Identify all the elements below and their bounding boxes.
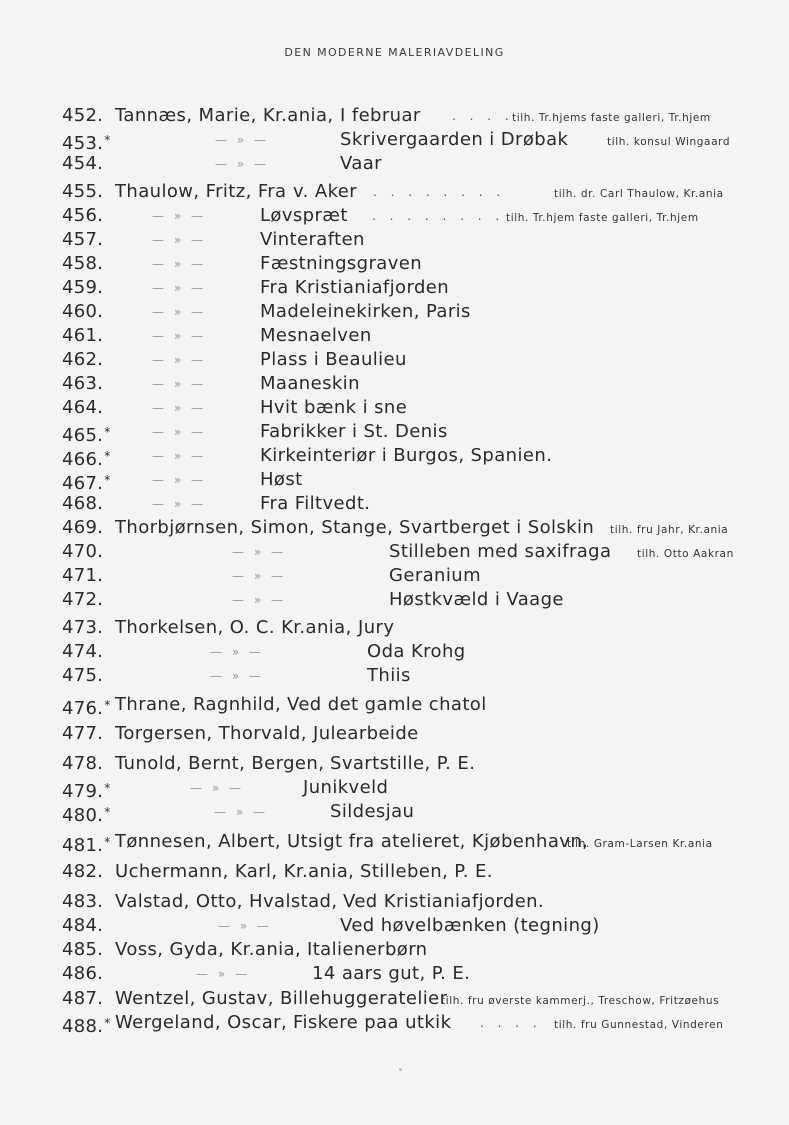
entry-number-text: 486. (62, 963, 104, 984)
catalog-entry (0, 776, 789, 800)
catalog-entry (0, 987, 789, 1011)
entry-number (62, 300, 103, 324)
asterisk-mark: * (104, 1016, 111, 1030)
artist-name: Voss, Gyda, Kr.ania, (115, 939, 302, 960)
artist-name: Thrane, Ragnhild, (115, 694, 282, 715)
ditto-mark: — » — (232, 593, 286, 607)
catalog-entry (0, 492, 789, 516)
catalog-entry (0, 962, 789, 986)
entry-number (62, 938, 103, 962)
entry-number-text: 453. (62, 133, 104, 154)
owner-note: tilh. fru Gunnestad, Vinderen (554, 1019, 724, 1031)
page-header: DEN MODERNE MALERIAVDELING (284, 46, 505, 59)
artwork-title: Stilleben, P. E. (360, 861, 493, 882)
ditto-mark: — » — (152, 281, 206, 295)
artwork-title: Løvspræt (260, 205, 348, 226)
artwork-title: Fæstningsgraven (260, 253, 423, 274)
entry-number (62, 152, 103, 176)
catalog-entry (0, 180, 789, 204)
entry-number-text: 461. (62, 325, 104, 346)
artwork-title: Vaar (340, 153, 382, 174)
entry-number-text: 473. (62, 617, 104, 638)
entry-number (62, 664, 103, 688)
catalog-entry (0, 104, 789, 128)
artwork-title: Svartberget i Solskin (399, 517, 595, 538)
artist-name: Tannæs, Marie, Kr.ania, (115, 105, 334, 126)
entry-number-text: 487. (62, 988, 104, 1009)
entry-number (62, 516, 103, 540)
paper-speck (399, 1068, 402, 1071)
entry-number-text: 454. (62, 153, 104, 174)
entry-number (62, 752, 103, 776)
artwork-title: Fabrikker i St. Denis (260, 421, 448, 442)
artwork-title: Sildesjau (330, 801, 415, 822)
owner-note: tilh. Otto Aakran (637, 548, 734, 560)
artwork-title: Oda Krohg (367, 641, 466, 662)
catalog-entry (0, 348, 789, 372)
catalog-entry (0, 722, 789, 746)
entry-number (62, 564, 103, 588)
ditto-mark: — » — (215, 133, 269, 147)
ditto-mark: — » — (210, 645, 264, 659)
ditto-mark: — » — (215, 157, 269, 171)
artwork-title: Høst (260, 469, 303, 490)
catalog-entry (0, 938, 789, 962)
artwork-title: Junikveld (303, 777, 389, 798)
ditto-mark: — » — (218, 919, 272, 933)
artist-name: Thaulow, Fritz, Fra (115, 181, 287, 202)
ditto-mark: — » — (190, 781, 244, 795)
catalog-entry (0, 396, 789, 420)
ditto-mark: — » — (152, 449, 206, 463)
owner-note: tilh. dr. Carl Thaulow, Kr.ania (554, 188, 724, 200)
ditto-mark: — » — (232, 545, 286, 559)
artwork-title: Ved det gamle chatol (287, 694, 487, 715)
entry-number-text: 479. (62, 781, 104, 802)
catalog-entry (0, 540, 789, 564)
entry-number-text: 462. (62, 349, 104, 370)
entry-number (62, 722, 103, 746)
catalog-entry (0, 640, 789, 664)
artwork-title: Stilleben med saxifraga (389, 541, 612, 562)
asterisk-mark: * (104, 835, 111, 849)
entry-number (62, 962, 103, 986)
entry-number (62, 616, 103, 640)
catalog-entry (0, 300, 789, 324)
catalog-entry (0, 860, 789, 884)
entry-number (62, 640, 103, 664)
entry-number-text: 457. (62, 229, 104, 250)
entry-number-text: 475. (62, 665, 104, 686)
ditto-mark: — » — (152, 329, 206, 343)
entry-number (62, 324, 103, 348)
ditto-mark: — » — (152, 233, 206, 247)
artwork-title: Billehuggeratelier (280, 988, 448, 1009)
artist-name: Wentzel, Gustav, (115, 988, 274, 1009)
catalog-entry (0, 420, 789, 444)
entry-number-text: 485. (62, 939, 104, 960)
entry-number-text: 482. (62, 861, 104, 882)
ditto-mark: — » — (214, 805, 268, 819)
leader-dots: . . . . (452, 109, 514, 123)
artwork-title: Ved høvelbænken (tegning) (340, 915, 600, 936)
artwork-title: Fiskere paa utkik (293, 1012, 452, 1033)
entry-number-text: 488. (62, 1016, 104, 1037)
artwork-title: Jury (358, 617, 395, 638)
entry-number (62, 890, 103, 914)
ditto-mark: — » — (152, 305, 206, 319)
entry-number-text: 478. (62, 753, 104, 774)
entry-number (62, 914, 103, 938)
asterisk-mark: * (104, 425, 111, 439)
ditto-mark: — » — (152, 257, 206, 271)
entry-number-text: 477. (62, 723, 104, 744)
ditto-mark: — » — (152, 209, 206, 223)
artist-name: Thorkelsen, O. C. Kr.ania, (115, 617, 352, 638)
entry-number (62, 588, 103, 612)
artwork-title: Thiis (367, 665, 411, 686)
entry-number (62, 693, 111, 721)
artwork-title: Julearbeide (313, 723, 419, 744)
artwork-title: Svartstille, P. E. (330, 753, 476, 774)
asterisk-mark: * (104, 805, 111, 819)
ditto-mark: — » — (152, 425, 206, 439)
entry-number (62, 228, 103, 252)
artwork-title: Geranium (389, 565, 482, 586)
asterisk-mark: * (104, 449, 111, 463)
asterisk-mark: * (104, 133, 111, 147)
artwork-title: Fra Kristianiafjorden (260, 277, 450, 298)
entry-number-text: 455. (62, 181, 104, 202)
catalog-entry (0, 228, 789, 252)
catalog-entry (0, 914, 789, 938)
catalog-entry (0, 276, 789, 300)
leader-dots: . . . . . . . . (372, 209, 505, 223)
artist-name: Tunold, Bernt, Bergen, (115, 753, 325, 774)
artwork-title: Plass i Beaulieu (260, 349, 407, 370)
entry-number (62, 830, 111, 858)
catalog-entry (0, 324, 789, 348)
owner-note: tilh. fru Jahr, Kr.ania (610, 524, 729, 536)
artist-name: Thorbjørnsen, Simon, Stange, (115, 517, 394, 538)
entry-number-text: 484. (62, 915, 104, 936)
entry-number-text: 463. (62, 373, 104, 394)
artwork-title: Høstkvæld i Vaage (389, 589, 564, 610)
catalog-entry (0, 152, 789, 176)
artwork-title: 14 aars gut, P. E. (312, 963, 471, 984)
entry-number-text: 472. (62, 589, 104, 610)
entry-number-text: 468. (62, 493, 104, 514)
artwork-title: Vinteraften (260, 229, 365, 250)
catalog-entry (0, 468, 789, 492)
artwork-title: Maaneskin (260, 373, 360, 394)
catalog-entry (0, 204, 789, 228)
artwork-title: Kirkeinteriør i Burgos, Spanien. (260, 445, 553, 466)
ditto-mark: — » — (152, 377, 206, 391)
artwork-title: I februar (340, 105, 421, 126)
artwork-title: Utsigt fra atelieret, Kjøbenhavn, (287, 831, 589, 852)
entry-number-text: 471. (62, 565, 104, 586)
entry-number (62, 987, 103, 1011)
owner-note: tilh. Tr.hjems faste galleri, Tr.hjem (512, 112, 711, 124)
entry-number (62, 252, 103, 276)
ditto-mark: — » — (210, 669, 264, 683)
artwork-title: Fra Filtvedt. (260, 493, 371, 514)
entry-number (62, 276, 103, 300)
artwork-title: v. Aker (293, 181, 358, 202)
ditto-mark: — » — (152, 473, 206, 487)
asterisk-mark: * (104, 698, 111, 712)
entry-number (62, 1011, 111, 1039)
entry-number-text: 459. (62, 277, 104, 298)
catalog-entry (0, 564, 789, 588)
entry-number-text: 474. (62, 641, 104, 662)
catalog-entry (0, 800, 789, 824)
entry-number-text: 452. (62, 105, 104, 126)
ditto-mark: — » — (196, 967, 250, 981)
artwork-title: Mesnaelven (260, 325, 372, 346)
catalog-entry (0, 516, 789, 540)
asterisk-mark: * (104, 781, 111, 795)
catalog-entry (0, 693, 789, 717)
artist-name: Uchermann, Karl, Kr.ania, (115, 861, 355, 882)
entry-number-text: 476. (62, 698, 104, 719)
catalog-entry (0, 830, 789, 854)
ditto-mark: — » — (152, 497, 206, 511)
catalog-entry (0, 372, 789, 396)
catalog-entry (0, 752, 789, 776)
leader-dots: . . . . (480, 1016, 542, 1030)
ditto-mark: — » — (152, 353, 206, 367)
artist-name: Tønnesen, Albert, (115, 831, 281, 852)
catalog-entry (0, 128, 789, 152)
ditto-mark: — » — (232, 569, 286, 583)
catalog-entry (0, 444, 789, 468)
entry-number-text: 481. (62, 835, 104, 856)
entry-number (62, 348, 103, 372)
asterisk-mark: * (104, 473, 111, 487)
artwork-title: Hvit bænk i sne (260, 397, 408, 418)
entry-number (62, 800, 111, 828)
catalog-entry (0, 664, 789, 688)
entry-number (62, 372, 103, 396)
leader-dots: . . . . . . . . (373, 185, 506, 199)
entry-number-text: 469. (62, 517, 104, 538)
owner-note: .tilh. Gram-Larsen Kr.ania (563, 838, 713, 850)
entry-number-text: 464. (62, 397, 104, 418)
entry-number-text: 467. (62, 473, 104, 494)
entry-number (62, 204, 103, 228)
catalog-entry (0, 588, 789, 612)
entry-number-text: 465. (62, 425, 104, 446)
catalog-entry (0, 616, 789, 640)
owner-note: tilh. konsul Wingaard (607, 136, 731, 148)
entry-number (62, 540, 103, 564)
entry-number (62, 180, 103, 204)
entry-number (62, 396, 103, 420)
entry-number (62, 104, 103, 128)
owner-note: tilh. fru øverste kammerj., Treschow, Fritzøehus (441, 995, 720, 1007)
artwork-title: Madeleinekirken, Paris (260, 301, 471, 322)
artwork-title: Italienerbørn (307, 939, 428, 960)
artwork-title: Ved Kristianiafjorden. (343, 891, 545, 912)
entry-number-text: 466. (62, 449, 104, 470)
artist-name: Torgersen, Thorvald, (115, 723, 307, 744)
artist-name: Wergeland, Oscar, (115, 1012, 288, 1033)
entry-number-text: 458. (62, 253, 104, 274)
ditto-mark: — » — (152, 401, 206, 415)
owner-note: tilh. Tr.hjem faste galleri, Tr.hjem (506, 212, 699, 224)
artwork-title: Skrivergaarden i Drøbak (340, 129, 569, 150)
catalog-entry (0, 252, 789, 276)
entry-number (62, 860, 103, 884)
catalog-entry (0, 890, 789, 914)
entry-number-text: 460. (62, 301, 104, 322)
entry-number (62, 492, 103, 516)
entry-number-text: 480. (62, 805, 104, 826)
entry-number-text: 456. (62, 205, 104, 226)
artist-name: Valstad, Otto, Hvalstad, (115, 891, 338, 912)
catalog-entry (0, 1011, 789, 1035)
entry-number-text: 470. (62, 541, 104, 562)
entry-number-text: 483. (62, 891, 104, 912)
